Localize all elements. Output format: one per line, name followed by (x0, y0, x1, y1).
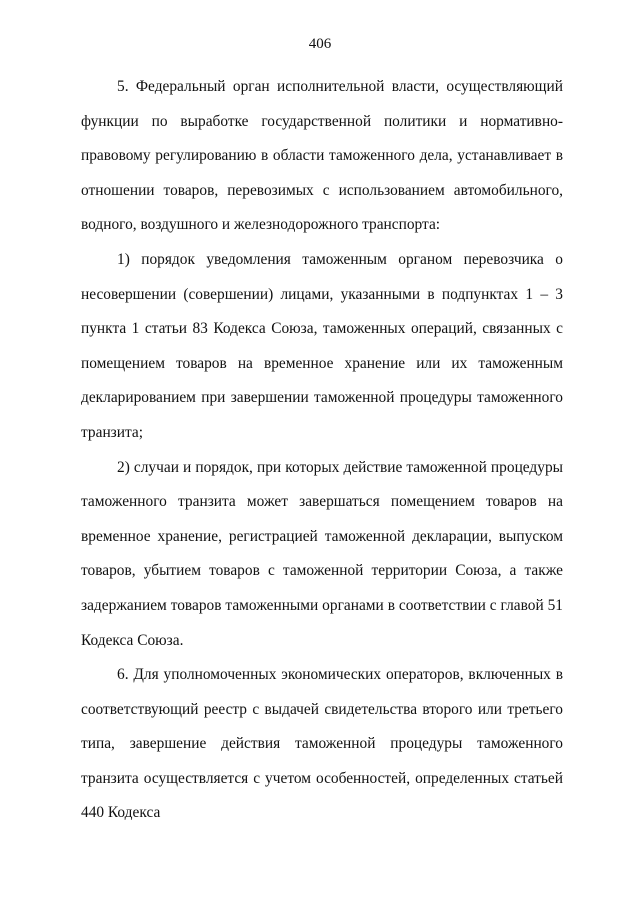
page-number: 406 (308, 36, 332, 52)
document-body (81, 70, 563, 831)
paragraph-subitem-1: 1) порядок уведомления таможенным органом перевозчика о несовершении (совершении) лицами, указанными в подпунктах 1 – 3 пункта 1 статьи 83 Кодекса Союза, таможенных операций, связанных с помещением товаров на временное хранение или их таможенным декларированием при завершении таможенной процедуры таможенного транзита; (81, 250, 563, 441)
paragraph-item-6: 6. Для уполномоченных экономических операторов, включенных в соответствующий реестр с выдачей свидетельства второго или третьего типа, завершение действия таможенной процедуры таможенного транзита осуществляется с учетом особенностей, определенных статьей 440 Кодекса (81, 666, 563, 822)
paragraph-item-5: 5. Федеральный орган исполнительной власти, осуществляющий функции по выработке государственной политики и нормативно-правовому регулированию в области таможенного дела, устанавливает в отношении товаров, перевозимых с использованием автомобильного, водного, воздушного и железнодорожного транспорта: (81, 78, 563, 234)
paragraph-subitem-2: 2) случаи и порядок, при которых действие таможенной процедуры таможенного транзита может завершаться помещением товаров на временное хранение, регистрацией таможенной декларации, выпуском товаров, убытием товаров с таможенной территории Союза, а также задержанием товаров таможенными органами в соответствии с главой 51 Кодекса Союза. (81, 458, 563, 649)
